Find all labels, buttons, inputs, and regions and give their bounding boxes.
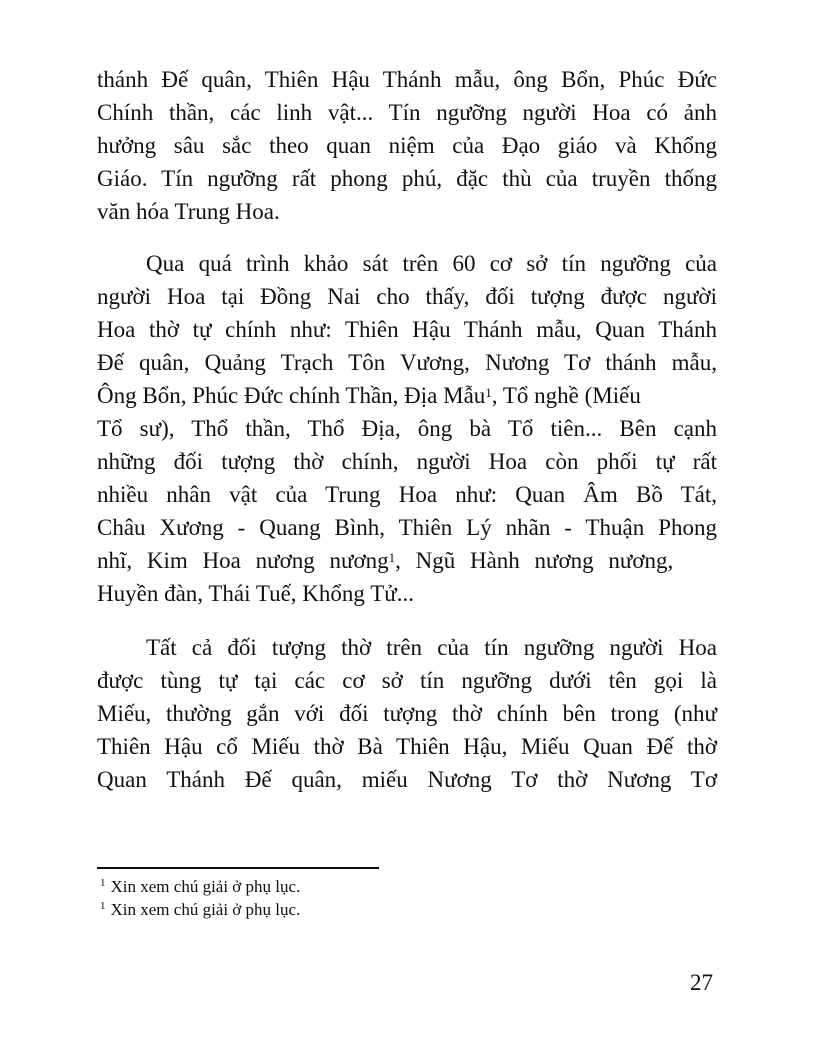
- text-line: thánh Đế quân, Thiên Hậu Thánh mẫu, ông Bổn, Phúc Đức: [97, 67, 717, 92]
- text-segment: , Ngũ Hành nương nương,: [395, 548, 674, 573]
- footnote-text: Xin xem chú giải ở phụ lục.: [110, 877, 301, 896]
- text-line: Châu Xương - Quang Bình, Thiên Lý nhãn - Thuận Phong: [97, 515, 717, 540]
- footnote-ref: 1: [388, 550, 396, 565]
- text-line: Hoa thờ tự chính như: Thiên Hậu Thánh mẫu, Quan Thánh: [97, 317, 717, 342]
- text-line: những đối tượng thờ chính, người Hoa còn phối tự rất: [97, 449, 717, 474]
- text-line: [97, 547, 717, 575]
- page-number: 27: [690, 970, 713, 995]
- text-line: được tùng tự tại các cơ sở tín ngưỡng dưới tên gọi là: [97, 668, 717, 693]
- text-line: Tất cả đối tượng thờ trên của tín ngưỡng người Hoa: [146, 635, 717, 660]
- text-line: Chính thần, các linh vật... Tín ngưỡng người Hoa có ảnh: [97, 100, 717, 125]
- text-segment: , Tổ nghề (Miếu: [491, 383, 641, 408]
- text-segment: nhĩ, Kim Hoa nương nương: [97, 548, 389, 573]
- text-line: [97, 382, 717, 410]
- footnote-mark: 1: [100, 900, 106, 912]
- footnote-ref: 1: [485, 385, 492, 400]
- text-line: Miếu, thường gắn với đối tượng thờ chính bên trong (như: [97, 701, 717, 726]
- text-line: Qua quá trình khảo sát trên 60 cơ sở tín ngưỡng của: [146, 251, 717, 276]
- text-line: Tổ sư), Thổ thần, Thổ Địa, ông bà Tổ tiên... Bên cạnh: [97, 416, 717, 441]
- text-line: Giáo. Tín ngưỡng rất phong phú, đặc thù của truyền thống: [97, 166, 717, 191]
- text-line: người Hoa tại Đồng Nai cho thấy, đối tượng được người: [97, 284, 717, 309]
- text-line: Thiên Hậu cổ Miếu thờ Bà Thiên Hậu, Miếu Quan Đế thờ: [97, 734, 717, 759]
- text-line: văn hóa Trung Hoa.: [97, 199, 280, 224]
- footnote-mark: 1: [100, 877, 106, 889]
- footnote-divider: [97, 867, 379, 869]
- text-line: Đế quân, Quảng Trạch Tôn Vương, Nương Tơ thánh mẫu,: [97, 350, 717, 375]
- footnote: [100, 900, 300, 920]
- footnote-text: Xin xem chú giải ở phụ lục.: [110, 900, 301, 919]
- text-line: Huyền đàn, Thái Tuế, Khổng Tử...: [97, 581, 415, 606]
- text-segment: Ông Bổn, Phúc Đức chính Thần, Địa Mẫu: [97, 383, 486, 408]
- text-line: nhiều nhân vật của Trung Hoa như: Quan Âm Bồ Tát,: [97, 482, 717, 507]
- footnote: [100, 877, 300, 897]
- text-line: hưởng sâu sắc theo quan niệm của Đạo giáo và Khổng: [97, 133, 717, 158]
- text-line: Quan Thánh Đế quân, miếu Nương Tơ thờ Nương Tơ: [97, 767, 717, 792]
